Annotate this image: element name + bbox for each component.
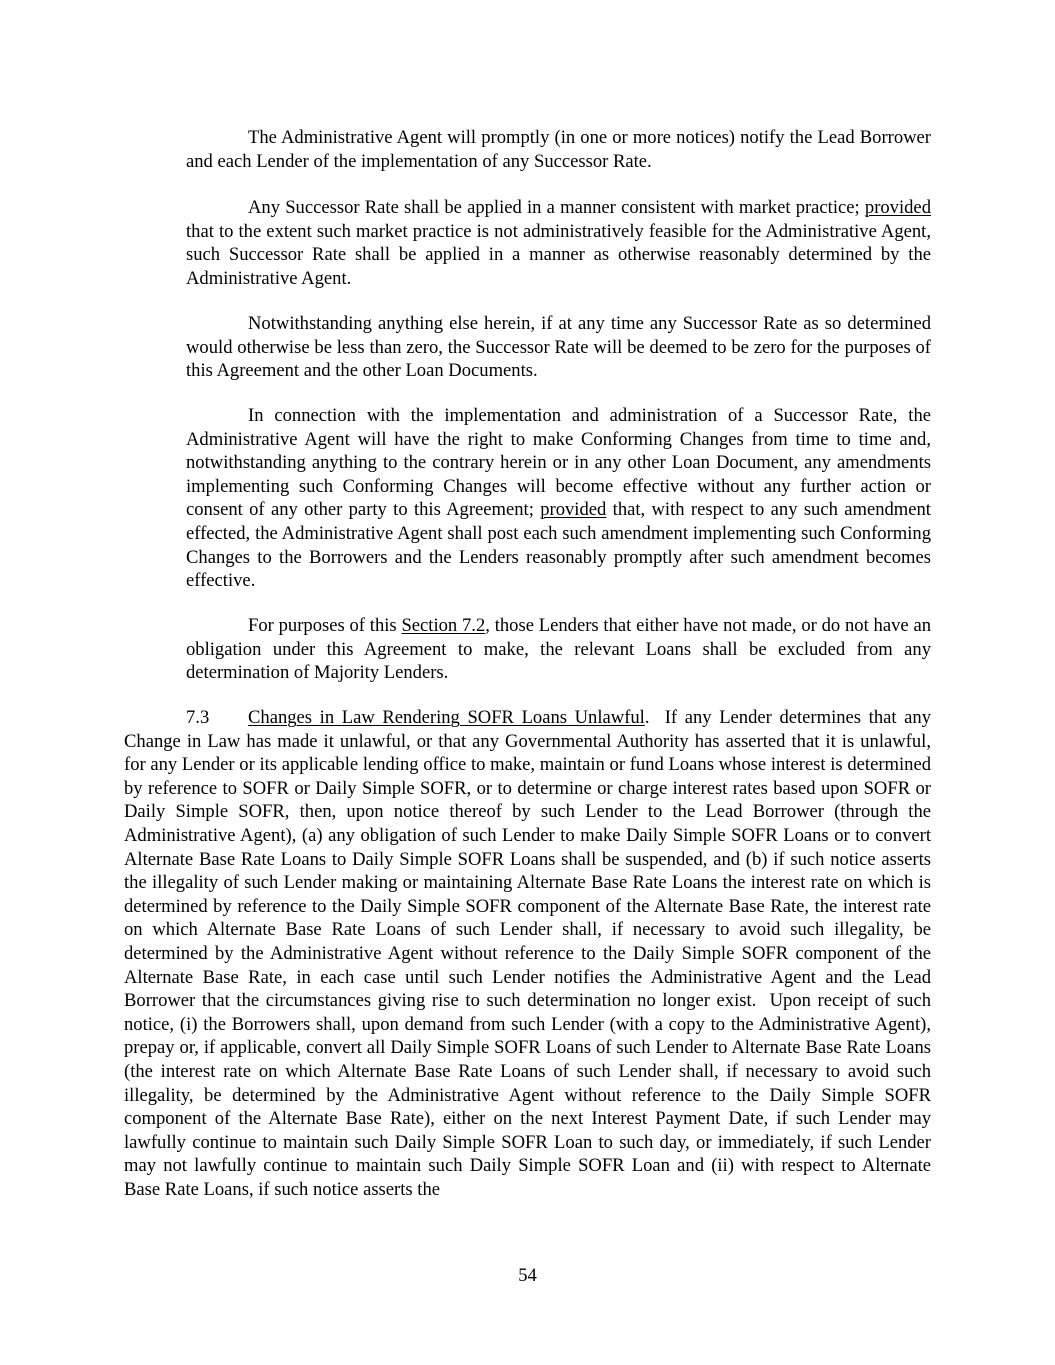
- paragraph-section-7-2-purposes: [186, 614, 931, 685]
- paragraph-conforming-changes: [186, 404, 931, 593]
- paragraph-text: Notwithstanding anything else herein, if at any time any Successor Rate as so determined would otherwise be less than zero, the Successor Rate will be deemed to be zero for the purposes of this Agreement and the other Loan Documents.: [186, 313, 931, 382]
- section-7-3: [124, 706, 936, 1201]
- section-reference: Section 7.2: [401, 615, 486, 636]
- paragraph-text-after: that to the extent such market practice is not administratively feasible for the Administrative Agent, such Successor Rate shall be applied in a manner as otherwise reasonably determined by the Administrative Agent.: [186, 220, 931, 289]
- paragraph-text-before: In connection with the implementation and administration of a Successor Rate, the Administrative Agent will have the right to make Conforming Changes from time to time and, notwithstanding anything to the contrary herein or in any other Loan Document, any amendments implementing such Conforming Changes will become effective without any further action or consent of any other party to this Agreement;: [186, 405, 931, 521]
- paragraph-text-before: For purposes of this: [248, 615, 402, 636]
- paragraph-text-after: that, with respect to any such amendment effected, the Administrative Agent shall post each such amendment implementing such Conforming Changes to the Borrowers and the Lenders reasonably promptly after such amendment becomes effective.: [186, 499, 931, 592]
- paragraph-successor-rate-notice: [186, 126, 931, 173]
- page-number: 54: [518, 1265, 537, 1286]
- paragraph-text: The Administrative Agent will promptly (in one or more notices) notify the Lead Borrower and each Lender of the implementation of any Successor Rate.: [186, 127, 931, 172]
- section-body-text: If any Lender determines that any Change in Law has made it unlawful, or that any Governmental Authority has asserted that it is unlawful, for any Lender or its applicable lending office to make, maintain or fund Loans whose interest is determined by reference to SOFR or Daily Simple SOFR, or to determine or charge interest rates based upon SOFR or Daily Simple SOFR, then, upon notice thereof by such Lender to the Lead Borrower (through the Administrative Agent), (a) any obligation of such Lender to make Daily Simple SOFR Loans or to convert Alternate Base Rate Loans to Daily Simple SOFR Loans shall be suspended, and (b) if such notice asserts the illegality of such Lender making or maintaining Alternate Base Rate Loans the interest rate on which is determined by reference to the Daily Simple SOFR component of the Alternate Base Rate, the interest rate on which Alternate Base Rate Loans of such Lender shall, if necessary to avoid such illegality, be determined by the Administrative Agent without reference to the Daily Simple SOFR component of the Alternate Base Rate, in each case until such Lender notifies the Administrative Agent and the Lead Borrower that the circumstances giving rise to such determination no longer exist. Upon receipt of such notice, (i) the Borrowers shall, upon demand from such Lender (with a copy to the Administrative Agent), prepay or, if applicable, convert all Daily Simple SOFR Loans of such Lender to Alternate Base Rate Loans (the interest rate on which Alternate Base Rate Loans of such Lender shall, if necessary to avoid such illegality, be determined by the Administrative Agent without reference to the Daily Simple SOFR component of the Alternate Base Rate), either on the next Interest Payment Date, if such Lender may lawfully continue to maintain such Daily Simple SOFR Loan to such day, or immediately, if such Lender may not lawfully continue to maintain such Daily Simple SOFR Loan and (ii) with respect to Alternate Base Rate Loans, if such notice asserts the: [124, 707, 936, 1200]
- section-number: 7.3: [186, 707, 210, 728]
- paragraph-text-after: , those Lenders that either have not made, or do not have an obligation under this Agreement to make, the relevant Loans shall be excluded from any determination of Majority Lenders.: [186, 615, 931, 684]
- section-heading: Changes in Law Rendering SOFR Loans Unlawful: [248, 707, 645, 728]
- paragraph-text-before: Any Successor Rate shall be applied in a manner consistent with market practice;: [248, 197, 865, 218]
- section-heading-suffix: .: [644, 707, 650, 728]
- paragraph-successor-rate-application: [186, 196, 931, 290]
- underlined-provided: provided: [540, 499, 607, 521]
- paragraph-zero-floor: [186, 312, 931, 383]
- underlined-provided: provided: [864, 197, 931, 218]
